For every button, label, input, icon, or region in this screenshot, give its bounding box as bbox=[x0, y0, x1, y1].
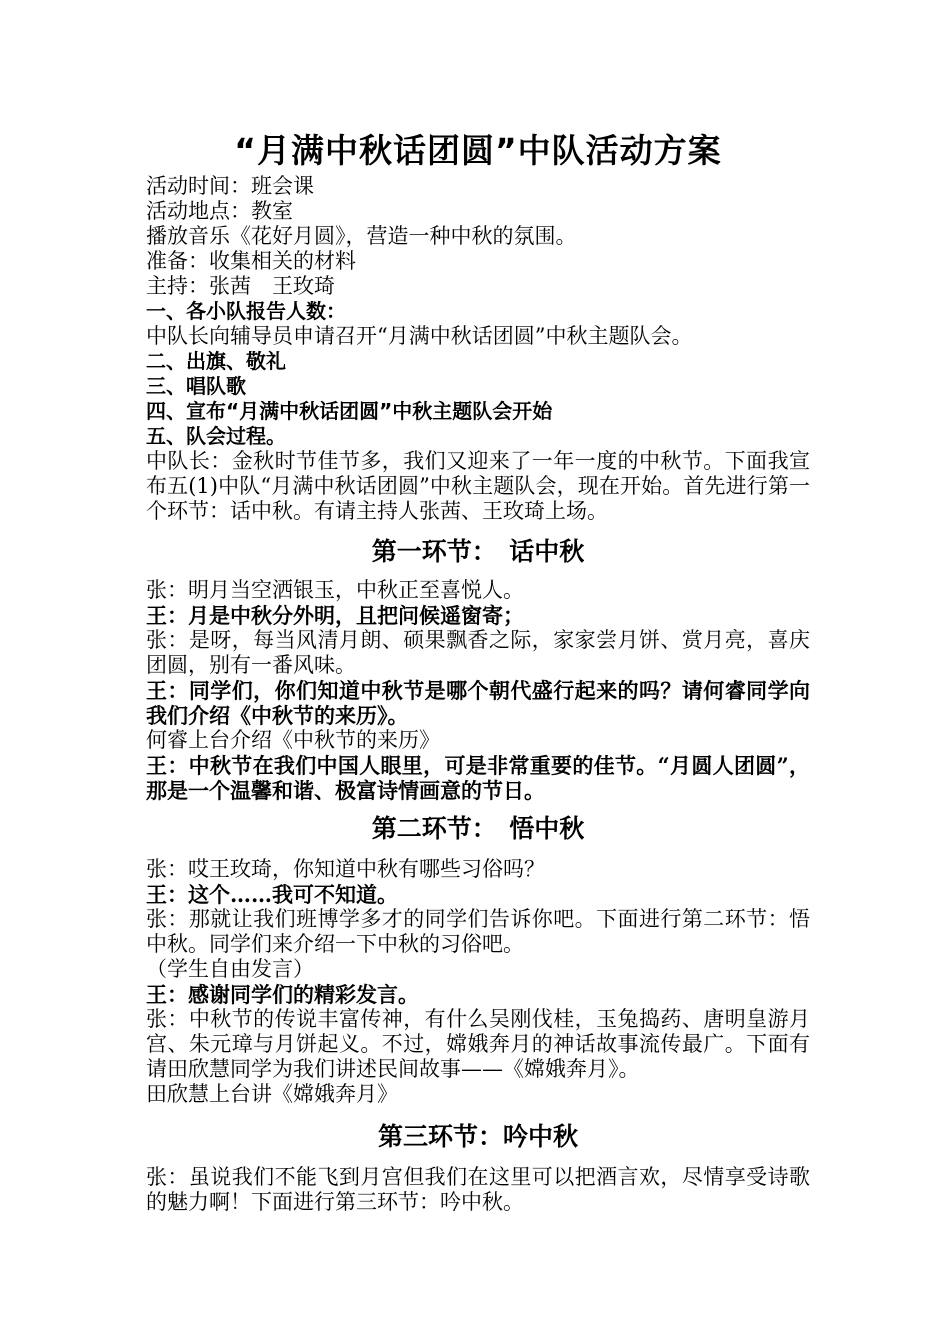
activity-host: 主持：张茜 王玫琦 bbox=[146, 274, 335, 298]
section-1-heading: 第一环节： 话中秋 bbox=[371, 537, 585, 566]
section-2-line-4: （学生自由发言） bbox=[146, 957, 314, 981]
section-2-line-3: 张：那就让我们班博学多才的同学们告诉你吧。下面进行第二环节：悟中秋。同学们来介绍一下中秋的习俗吧。 bbox=[146, 907, 810, 956]
section-2-line-6: 张：中秋节的传说丰富传神，有什么吴刚伐桂，玉兔捣药、唐明皇游月宫、朱元璋与月饼起义。不过，嫦娥奔月的神话故事流传最广。下面有请田欣慧同学为我们讲述民间故事——《嫦娥奔月》。 bbox=[146, 1007, 810, 1081]
section-2-line-5: 王：感谢同学们的精彩发言。 bbox=[146, 982, 419, 1007]
section-1-line-4: 王：同学们，你们知道中秋节是哪个朝代盛行起来的吗？请何睿同学向我们介绍《中秋节的来历》。 bbox=[146, 678, 810, 728]
section-2-line-2: 王：这个……我可不知道。 bbox=[146, 882, 398, 907]
section-3-heading: 第三环节：吟中秋 bbox=[377, 1122, 578, 1151]
document-title: “月满中秋话团圆”中队活动方案 bbox=[234, 131, 722, 170]
activity-time: 活动时间：班会课 bbox=[146, 174, 314, 198]
section-2-line-1: 张：哎王玫琦，你知道中秋有哪些习俗吗？ bbox=[146, 857, 545, 881]
step-4-heading: 四、宣布“月满中秋话团圆”中秋主题队会开始 bbox=[146, 399, 553, 423]
section-1-line-5: 何睿上台介绍《中秋节的来历》 bbox=[146, 728, 440, 752]
section-3-line-1: 张：虽说我们不能飞到月宫但我们在这里可以把酒言欢，尽情享受诗歌的魅力啊！下面进行第三环节：吟中秋。 bbox=[146, 1165, 810, 1214]
activity-prep: 准备：收集相关的材料 bbox=[146, 249, 356, 273]
step-5-text: 中队长：金秋时节佳节多，我们又迎来了一年一度的中秋节。下面我宣布五(1)中队“月满中秋话团圆”中秋主题队会，现在开始。首先进行第一个环节：话中秋。有请主持人张茜、王玫琦上场。 bbox=[146, 449, 810, 523]
section-1-line-6: 王：中秋节在我们中国人眼里，可是非常重要的佳节。“月圆人团圆”，那是一个温馨和谐、极富诗情画意的节日。 bbox=[146, 753, 810, 803]
activity-music: 播放音乐《花好月圆》，营造一种中秋的氛围。 bbox=[146, 224, 577, 248]
step-1-heading: 一、各小队报告人数： bbox=[146, 299, 346, 323]
step-3-heading: 三、唱队歌 bbox=[146, 374, 246, 398]
step-5-heading: 五、队会过程。 bbox=[146, 424, 286, 448]
activity-place: 活动地点：教室 bbox=[146, 199, 293, 223]
section-1-line-1: 张：明月当空洒银玉，中秋正至喜悦人。 bbox=[146, 578, 524, 602]
section-1-line-3: 张：是呀，每当风清月朗、硕果飘香之际，家家尝月饼、赏月亮，喜庆团圆，别有一番风味。 bbox=[146, 628, 810, 677]
step-2-heading: 二、出旗、敬礼 bbox=[146, 349, 286, 373]
section-2-line-7: 田欣慧上台讲《嫦娥奔月》 bbox=[146, 1082, 398, 1106]
section-1-line-2: 王：月是中秋分外明，且把问候遥窗寄； bbox=[146, 603, 524, 628]
step-1-text: 中队长向辅导员申请召开“月满中秋话团圆”中秋主题队会。 bbox=[146, 324, 693, 348]
section-2-heading: 第二环节： 悟中秋 bbox=[371, 814, 585, 843]
